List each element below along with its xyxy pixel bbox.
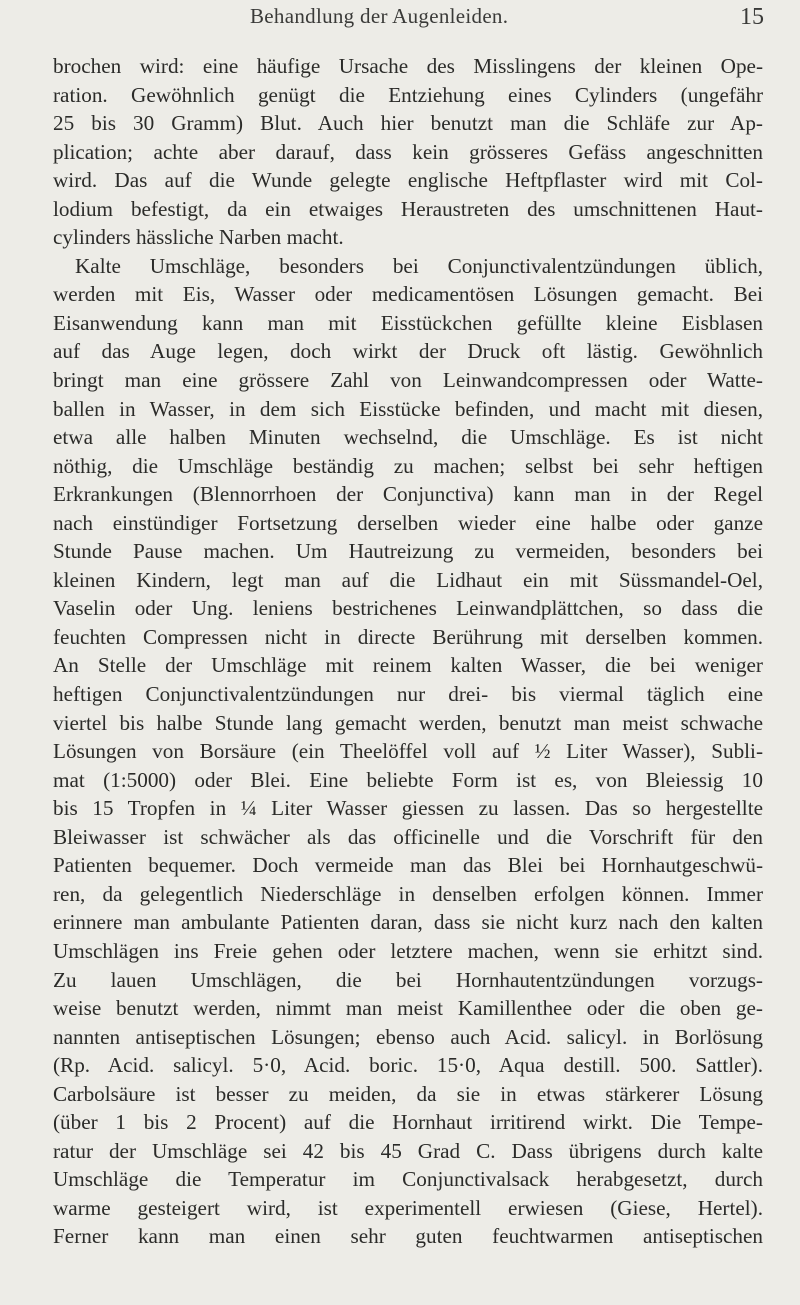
text-line: ration. Gewöhnlich genügt die Entziehung eines Cylinders (ungefähr [53, 82, 763, 107]
text-line: nöthig, die Umschläge beständig zu machen; selbst bei sehr heftigen [53, 453, 763, 478]
text-line: weise benutzt werden, nimmt man meist Kamillenthee oder die oben ge- [53, 996, 763, 1021]
text-line: An Stelle der Umschläge mit reinem kalten Wasser, die bei weniger [53, 653, 763, 678]
text-line: ratur der Umschläge sei 42 bis 45 Grad C. Dass übrigens durch kalte [53, 1138, 763, 1163]
text-line: mat (1:5000) oder Blei. Eine beliebte Form ist es, von Bleiessig 10 [53, 767, 763, 792]
text-line: Umschläge die Temperatur im Conjunctivalsack herabgesetzt, durch [53, 1167, 763, 1192]
text-line: nach einstündiger Fortsetzung derselben wieder eine halbe oder ganze [53, 510, 763, 535]
text-line: Zu lauen Umschlägen, die bei Hornhautentzündungen vorzugs- [53, 967, 763, 992]
text-line: feuchten Compressen nicht in directe Berührung mit derselben kommen. [53, 624, 763, 649]
text-line: etwa alle halben Minuten wechselnd, die Umschläge. Es ist nicht [53, 425, 763, 450]
text-line: erinnere man ambulante Patienten daran, dass sie nicht kurz nach den kalten [53, 910, 763, 935]
text-line: kleinen Kindern, legt man auf die Lidhaut ein mit Süssmandel-Oel, [53, 567, 763, 592]
text-line: plication; achte aber darauf, dass kein grösseres Gefäss angeschnitten [53, 139, 763, 164]
running-head-title: Behandlung der Augenleiden. [250, 4, 509, 28]
text-line: Lösungen von Borsäure (ein Theelöffel voll auf ½ Liter Wasser), Subli- [53, 739, 763, 764]
text-line: heftigen Conjunctivalentzündungen nur drei- bis viermal täglich eine [53, 682, 763, 707]
running-head [0, 2, 800, 36]
text-line: Eisanwendung kann man mit Eisstückchen gefüllte kleine Eisblasen [53, 310, 763, 335]
text-line: warme gesteigert wird, ist experimentell erwiesen (Giese, Hertel). [53, 1195, 763, 1220]
text-line: Vaselin oder Ung. leniens bestrichenes Leinwandplättchen, so dass die [53, 596, 763, 621]
text-line: (über 1 bis 2 Procent) auf die Hornhaut irritirend wirkt. Die Tempe- [53, 1110, 763, 1135]
text-line: auf das Auge legen, doch wirkt der Druck oft lästig. Gewöhnlich [53, 339, 763, 364]
text-line: Bleiwasser ist schwächer als das officinelle und die Vorschrift für den [53, 824, 763, 849]
text-line: ballen in Wasser, in dem sich Eisstücke befinden, und macht mit diesen, [53, 396, 763, 421]
paragraph-start-line: Kalte Umschläge, besonders bei Conjunctivalentzündungen üblich, [75, 253, 763, 278]
text-line: viertel bis halbe Stunde lang gemacht werden, benutzt man meist schwache [53, 710, 763, 735]
text-line: lodium befestigt, da ein etwaiges Heraustreten des umschnittenen Haut- [53, 196, 763, 221]
text-line: cylinders hässliche Narben macht. [53, 225, 344, 250]
text-line: Patienten bequemer. Doch vermeide man das Blei bei Hornhautgeschwü- [53, 853, 763, 878]
text-line: bis 15 Tropfen in ¼ Liter Wasser giessen zu lassen. Das so hergestellte [53, 796, 763, 821]
text-line: nannten antiseptischen Lösungen; ebenso auch Acid. salicyl. in Borlösung [53, 1024, 763, 1049]
text-line: Ferner kann man einen sehr guten feuchtwarmen antiseptischen [53, 1224, 763, 1249]
text-line: bringt man eine grössere Zahl von Leinwandcompressen oder Watte- [53, 368, 763, 393]
text-line: Carbolsäure ist besser zu meiden, da sie in etwas stärkerer Lösung [53, 1081, 763, 1106]
text-line: Stunde Pause machen. Um Hautreizung zu vermeiden, besonders bei [53, 539, 763, 564]
text-line: werden mit Eis, Wasser oder medicamentösen Lösungen gemacht. Bei [53, 282, 763, 307]
text-line: (Rp. Acid. salicyl. 5·0, Acid. boric. 15·0, Aqua destill. 500. Sattler). [53, 1053, 763, 1078]
page-number: 15 [740, 4, 764, 30]
text-line: ren, da gelegentlich Niederschläge in denselben erfolgen können. Immer [53, 881, 763, 906]
text-line: Umschlägen ins Freie gehen oder letztere machen, wenn sie erhitzt sind. [53, 938, 763, 963]
text-line: brochen wird: eine häufige Ursache des Misslingens der kleinen Ope- [53, 54, 763, 78]
text-line: Erkrankungen (Blennorrhoen der Conjunctiva) kann man in der Regel [53, 482, 763, 507]
text-line: wird. Das auf die Wunde gelegte englische Heftpflaster wird mit Col- [53, 168, 763, 193]
text-line: 25 bis 30 Gramm) Blut. Auch hier benutzt man die Schläfe zur Ap- [53, 111, 763, 136]
body-text [53, 52, 763, 1251]
